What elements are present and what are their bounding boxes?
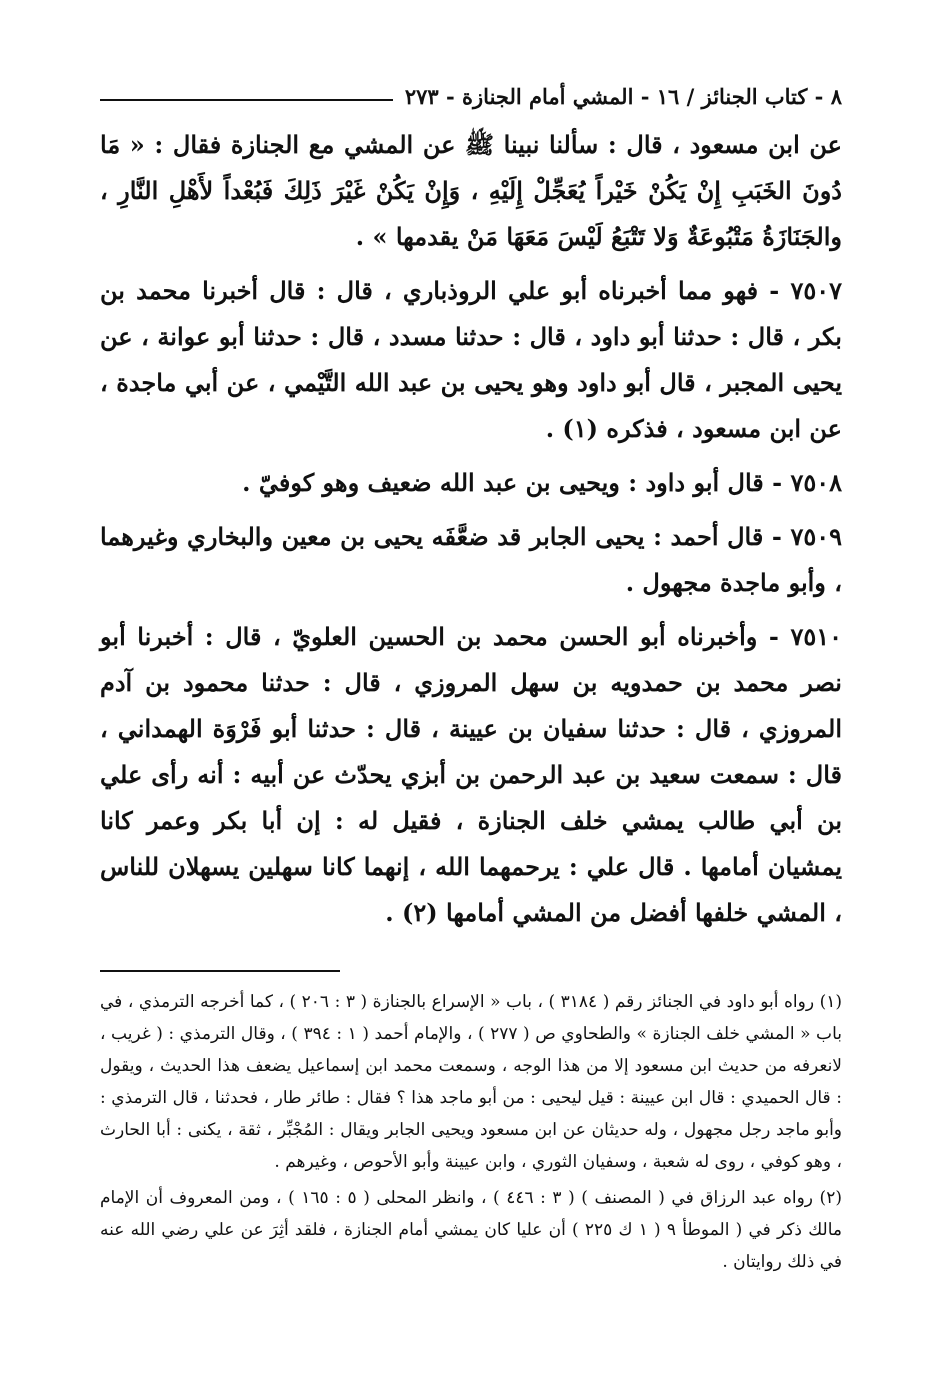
- book-page: [100, 76, 842, 1282]
- footnote-2: (٢) رواه عبد الرزاق في ( المصنف ) ( ٣ : ٤٤٦ ) ، وانظر المحلى ( ٥ : ١٦٥ ) ، ومن المعروف أن الإمام مالك ذكر في ( الموطأ ٩ ( ١ ك ٢٢٥ ) أن عليا كان يمشي أمام الجنازة ، فلقد أثِرَ عن علي رضي الله عنه في ذلك روايتان .: [100, 1188, 842, 1272]
- page-header: [100, 76, 842, 116]
- narration-7508: ٧٥٠٨ - قال أبو داود : ويحيى بن عبد الله ضعيف وهو كوفيّ .: [242, 468, 842, 497]
- footnote-rule: [100, 970, 340, 972]
- narration-7509: ٧٥٠٩ - قال أحمد : يحيى الجابر قد ضعَّفَه يحيى بن معين والبخاري وغيرهما ، وأبو ماجدة مجهول .: [100, 522, 842, 597]
- main-text: [100, 122, 842, 936]
- narration-7510: ٧٥١٠ - وأخبرناه أبو الحسن محمد بن الحسين العلويّ ، قال : أخبرنا أبو نصر محمد بن حمدويه بن سهل المروزي ، قال : حدثنا محمود بن آدم المروزي ، قال : حدثنا سفيان بن عيينة ، قال : حدثنا أبو فَرْوَة الهمداني ، قال : سمعت سعيد بن عبد الرحمن بن أبزي يحدّث عن أبيه : أنه رأى علي بن أبي طالب يمشي خلف الجنازة ، فقيل له : إن أبا بكر وعمر كانا يمشيان أمامها . قال علي : يرحمهما الله ، إنهما كانا سهلين يسهلان للناس ، المشي خلفها أفضل من المشي أمامها (٢) .: [100, 622, 842, 927]
- running-title: ٨ - كتاب الجنائز / ١٦ - المشي أمام الجنازة - ٢٧٣: [404, 83, 842, 109]
- footnote-1: (١) رواه أبو داود في الجنائز رقم ( ٣١٨٤ ) ، باب « الإسراع بالجنازة ( ٣ : ٢٠٦ ) ، كما أخرجه الترمذي ، في باب « المشي خلف الجنازة » والطحاوي ص ( ٢٧٧ ) ، والإمام أحمد ( ١ : ٣٩٤ ) ، وقال الترمذي : ( غريب ، لانعرفه من حديث ابن مسعود إلا من هذا الوجه ، وسمعت محمد ابن إسماعيل يضعف هذا الحديث ، ويقول : قال الحميدي : قال ابن عيينة : قيل ليحيى : من أبو ماجد هذا ؟ فقال : طائر طار ، فحدثنا ، قال الترمذي : وأبو ماجد رجل مجهول ، وله حديثان عن ابن مسعود ويحيى الجابر ويقال : المُجْبِّر ، ثقة ، يكنى : أبا الحارث ، وهو كوفي ، روى له شعبة ، وسفيان الثوري ، وابن عيينة وأبو الأحوص ، وغيرهم .: [100, 992, 843, 1172]
- narration-7507: ٧٥٠٧ - فهو مما أخبرناه أبو علي الروذباري ، قال : قال أخبرنا محمد بن بكر ، قال : حدثنا أبو داود ، قال : حدثنا مسدد ، قال : حدثنا أبو عوانة ، عن يحيى المجبر ، قال أبو داود وهو يحيى بن عبد الله التَّيْمي ، عن أبي ماجدة ، عن ابن مسعود ، فذكره (١) .: [100, 276, 842, 443]
- hadith-text: عن ابن مسعود ، قال : سألنا نبينا ﷺ عن المشي مع الجنازة فقال : « مَا دُونَ الخَبَبِ إِنْ يَكُنْ خَيْراً يُعَجِّلْ إِلَيْهِ ، وَإِنْ يَكُنْ غَيْرَ ذَلِكَ فَبُعْداً لأَهْلِ النَّارِ ، والجَنَازَةُ مَتْبُوعَةٌ وَلا تَتْبَعُ لَيْسَ مَعَهَا مَنْ يقدمها » .: [100, 130, 842, 251]
- footnotes: [100, 986, 842, 1278]
- header-rule: [100, 99, 393, 101]
